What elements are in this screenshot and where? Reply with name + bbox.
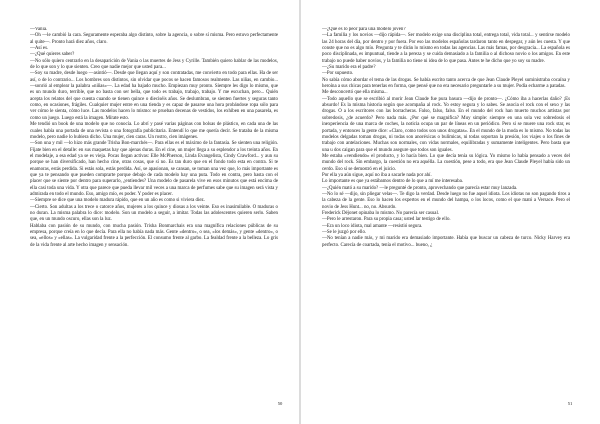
paragraph: —Así es. — [30, 46, 49, 52]
paragraph: —¿Qué quieres saber? — [30, 52, 75, 58]
paragraph: —Cierto. Son adultas a los trece o catorce años, mujeres a los quince y diosas a los veinte. Eso es inasimilable. O maduras o no duran. La misma palabra lo dice: modelo. Son un modelo a seguir, a imitar. Todas las adolescentes quieren serlo. Saben que, en un mundo oscuro, ellas son la luz. — [30, 204, 278, 223]
paragraph: —Por supuesto. — [322, 71, 354, 77]
paragraph: —Siempre se dice que una modelo madura rápido, que en un año es como si viviera diez. — [30, 198, 205, 204]
paragraph: —Pero le arrestaron. Para su propia casa; usted lar testigo de ello. — [322, 217, 451, 223]
left-page-text — [30, 27, 278, 399]
paragraph: Por ella ya aún sigue, aquí no iba a sacarle nada por ahí. — [322, 172, 432, 178]
paragraph: Me estaba «vendiendo» el producto, y lo hacía bien. Lo que decía tenía su lógica. Yo mismo lo había pensado a veces del mundo del rock. Sin embargo, la cuestión no era aquélla. La cuestión, pese a todo, era que Jean Claude Pleyel había sido un cerdo. Eso sí se demostró en el juicio. — [322, 153, 570, 172]
paragraph: —Vania. — [30, 27, 48, 32]
paragraph: —Todo aquello que se escribió al morir Jean Claude fue pura basura —dijo de pronto—. ¿Cómo iba a hacerlas daño? ¡Es absurdo! Es la misma historia según que acompaña al rock. Yo estoy segura y lo sabes. Se asocia el rock con el sexo y las drogas. O a los escritores con las borracheras. Falso, falso, falso. En el mundo del rock han muerto muchos artistas por sobredosis, ¿de acuerdo? Pero nada más. ¿Por qué se magnifica? Muy simple: siempre en una sola vez sobredosis el inexperiencia de una marca de coches, la noticia ocupa un par de líneas en un periódico. Pero si se muere una rock star, es portada, y entonces la gente dice: «Claro, como todos son unos drogatas». En el mundo de la moda es lo mismo. No todas las modelos delgadas toman drogas, ni todas son anoréxicas o bulímicas, ni todas soportan la presión, los viajes o los fines de trabajo con antelaciones. Muchas son normales, con vidas normales, equilibradas y sumamente inteligentes. Pero basta que una u dos caigan para que el mundo asegure que todos son iguales. — [322, 96, 570, 153]
paragraph: Lo importante es que ya estábamos dentro de lo que a mí me interesaba. — [322, 179, 463, 185]
right-page — [300, 0, 600, 424]
paragraph: —Se le juzgó por ello. — [322, 230, 367, 235]
paragraph: Frederick Déjonet opinaba lo mismo. No parecía ser casual. — [322, 210, 440, 216]
paragraph: —No sólo quiero centrarlo en la desaparición de Vania o las muertes de Jess y Cyrille. También quiero hablar de las modelos, de lo que son y lo que sienten. Creo que nadie mejor que usted para... — [30, 58, 278, 71]
paragraph: —La familia y los novios —dijo rápida—. Ser modelo exige una disciplina total, entrega total, vida total... y sentirse modelo las 24 horas del día, por dentro y por fuera. Por eso las modelos españolas tardaron tanto en despegar, y aún les cuesta. Y que conste que no es algo mío. Pregunta y te dirán lo mismo en todas las agencias. Las más famas, por desgracia... La española es poco disciplinada, es impuntual, tiende a la pereza y se cuida demasiado a la familia o al dichoso novio o los amigos. En este trabajo no puede haber novios, y la familia no tiene ni idea de lo que pasa. Antes te he dicho que yo soy su madre. — [322, 33, 570, 64]
right-page-text — [322, 27, 570, 399]
paragraph: —No lo sé —dijo, sin pliegar velas—. Te digo la verdad. Desde luego no fue aquel idiota. Los idiotas no son pagando tiros a la cabeza de la gente. Eso lo hacen los expertos en el mundo del hampa, o los locos, como el que mató a Versace. Pero el novio de Jess Hunt... no, no. Absurdo. — [322, 191, 570, 210]
paragraph: —¿Qué es lo peor para una modelo joven? — [322, 27, 406, 32]
page-number-left: 50 — [277, 401, 283, 406]
paragraph: Hablaba con pasión de su mundo, con mucha pasión. Trisha Bonmarchais era una magnífica relaciones públicas de su empresa, porque creía en lo que decía. Para ella no había nada más. Gente «dentro», o sea, «los demás», y gente «dentro», o sea, «ellos» y «ellas». La vulgaridad frente a la perfección. El consumo frente al garbo. La fealdad frente a la belleza. Lo gris de la vida frente al arte hecho imagen y sensación. — [30, 223, 278, 248]
paragraph: No sabía cómo abordar el tema de las drogas. Se había escrito tanto acerca de que Jean Claude Pleyel suministraba cocaína y heroína a sus chicas para tenerlas en forma, que pensé que no era necesario preguntarle a su mujer. Podía echarme a patadas. — [322, 77, 570, 90]
paragraph: —Son una y mil —lo hizo más grande Trisha Bon-marchés—. Para ellas es el máximo de la fantasía. Se sienten una religión. Fíjate bien en el detalle: en sus maquetas hay que ajenas duras. En el cine, un mujer llega a su esplendor a los treinta años. En el modelaje, a esa edad ya se es vieja. Pocas llegan activas: Elle McPherson, Linda Evangelista, Cindy Crawford... y aun su porque se han diversificado, han hecho cine, otras cosas, que sí no. Es tan duro que en el fondo todo esta en contra. Si te enamoras, estás perdida. Si estás sola, estás perdida. Así, se apasionan, se cansan, se toman una vez que, lo más importante es que ya te pensando que pueden comprarte porque debajo de cada modelo hay una puta. Todo en contra, pero hasta con el placer que se siente por dentro para superarlo, ¿entiendes? Una modelo de pasarela vive en esos minutos que está encima de ella casi toda una vida. Y otra que parece que pueda llevar mil veces a una marca de perfumes sabe que su imagen será vista y admirada en todo el mundo. Eso, amigo mío, es poder. Y poder es placer. — [30, 141, 278, 197]
paragraph: —Soy su madre, desde luego —asintió—. Desde que llegan aquí y son contratadas, me convierto en todo para ellas. Ha de ser así, o de lo contrario... Los hombres son distintos, sin olvidar que pocos se hacen famosos realmente. Las niñas, en cambio... —sonrió al emplear la palabra «niñas»—. La edad ha bajado mucho. Empiezan muy pronto. Siempre les digo lo mismo, que es un mundo duro, terrible, que no basta con ser bella, que todo es trabajo, trabajo, trabajo. Y me escuchan, pero... Quién acepta los relatos del que cuenta cuando se tienen quince o dieciséis años. Se deslumbran, se sienten fuertes y seguras tanto como, en ocasiones, frágiles. Cualquier mujer entre en una tienda y es capaz de pasarse una hora probándose ropa sólo para ver cómo le sienta, cómo luce. Las modelos hacen lo mismo: se prueban decenas de vestidos, los exhiben en una pasarela, es como un juego. Luego está la imagen. Mírate esto. — [30, 71, 278, 121]
paragraph: —No tenían a nadie más, y mi marido era demasiado importante. Había que buscar un cabeza de turco. Nicky Harvey era perfecto. Carecía de coartada, tenía el motivo... bueno, ¿ — [322, 236, 570, 248]
paragraph: Me desconcertó que ella misma... — [322, 90, 388, 96]
paragraph: —¿Su marido era el padre? — [322, 65, 376, 71]
paragraph: —Era un loco idiota, mal amante —resistió segura. — [322, 223, 423, 229]
paragraph: Me tendió un book de una modelo que no conocía. Lo abrí y pasé varias páginas con bolsas de plástico, en cada una de las cuales había una portada de una revista o una fotografía publicitaria. Entendí lo que me quería decir. Se trataba de la misma modelo, pero nadie lo hubiera dicho. Una mujer, cien caras. Un rostro, cien imágenes. — [30, 122, 278, 140]
page-number-right: 51 — [567, 401, 573, 406]
paragraph: —Oh —le cambió la cara. Seguramente esperaba algo distinto, sobre la agencia, o sobre sí misma. Pero estuvo perfectamente al quite—. Pronto hará diez años, claro. — [30, 33, 278, 45]
paragraph: —¿Quién mató a su marido? —le pregunté de pronto, aprovechando que parecía estar muy lanzada. — [322, 185, 518, 191]
